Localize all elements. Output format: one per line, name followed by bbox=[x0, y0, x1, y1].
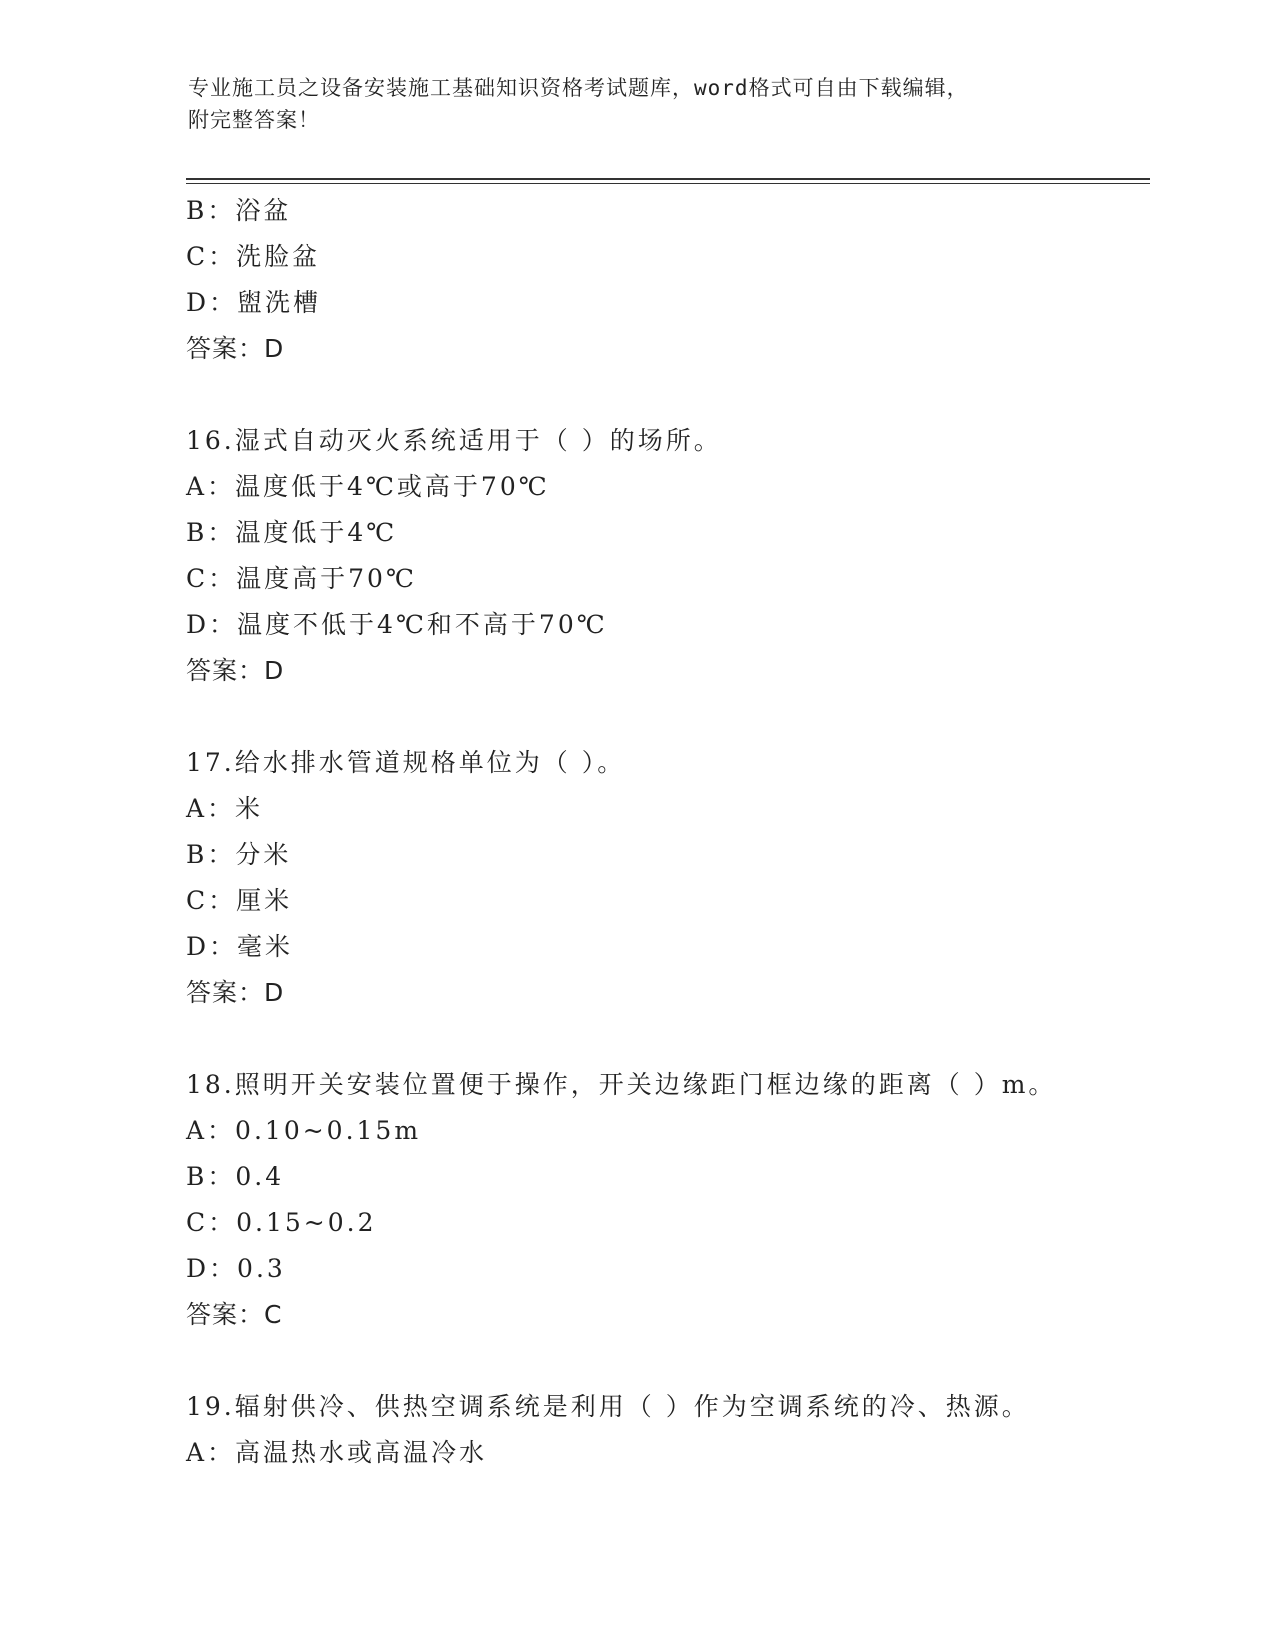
spacer bbox=[186, 1338, 1150, 1384]
question-text: 19.辐射供冷、供热空调系统是利用（ ）作为空调系统的冷、热源。 bbox=[186, 1392, 1030, 1421]
answer-line: 答案：D bbox=[186, 656, 285, 685]
answer-line: 答案：C bbox=[186, 1300, 283, 1329]
option-b: B：0.4 bbox=[186, 1162, 285, 1191]
question-text: 18.照明开关安装位置便于操作，开关边缘距门框边缘的距离（ ）m。 bbox=[186, 1070, 1057, 1099]
option-d: D：温度不低于4℃和不高于70℃ bbox=[186, 610, 608, 639]
option-c: C：厘米 bbox=[186, 886, 293, 915]
option-a: A：0.10~0.15m bbox=[186, 1116, 422, 1145]
option-d: D：0.3 bbox=[186, 1254, 286, 1283]
option-a: A：温度低于4℃或高于70℃ bbox=[186, 472, 550, 501]
question-text: 17.给水排水管道规格单位为（ ）。 bbox=[186, 748, 626, 777]
document-header bbox=[188, 72, 1088, 136]
header-line-2: 附完整答案！ bbox=[188, 108, 320, 132]
question-block-16 bbox=[186, 418, 1150, 694]
header-divider-thin bbox=[186, 183, 1150, 184]
option-a: A：高温热水或高温冷水 bbox=[186, 1438, 488, 1467]
option-c: C：洗脸盆 bbox=[186, 242, 321, 271]
spacer bbox=[186, 1016, 1150, 1062]
question-block-15 bbox=[186, 188, 1150, 372]
option-b: B：温度低于4℃ bbox=[186, 518, 398, 547]
option-c: C：0.15~0.2 bbox=[186, 1208, 377, 1237]
question-block-17 bbox=[186, 740, 1150, 1016]
option-d: D：毫米 bbox=[186, 932, 294, 961]
question-list bbox=[186, 188, 1150, 1476]
spacer bbox=[186, 694, 1150, 740]
answer-line: 答案：D bbox=[186, 978, 285, 1007]
option-a: A：米 bbox=[186, 794, 264, 823]
question-block-19 bbox=[186, 1384, 1150, 1476]
option-b: B：浴盆 bbox=[186, 196, 292, 225]
spacer bbox=[186, 372, 1150, 418]
question-block-18 bbox=[186, 1062, 1150, 1338]
option-b: B：分米 bbox=[186, 840, 292, 869]
option-d: D：盥洗槽 bbox=[186, 288, 322, 317]
header-divider-thick bbox=[186, 178, 1150, 180]
option-c: C：温度高于70℃ bbox=[186, 564, 417, 593]
answer-line: 答案：D bbox=[186, 334, 285, 363]
header-line-1: 专业施工员之设备安装施工基础知识资格考试题库，word格式可自由下载编辑， bbox=[188, 76, 969, 100]
question-text: 16.湿式自动灭火系统适用于（ ）的场所。 bbox=[186, 426, 722, 455]
